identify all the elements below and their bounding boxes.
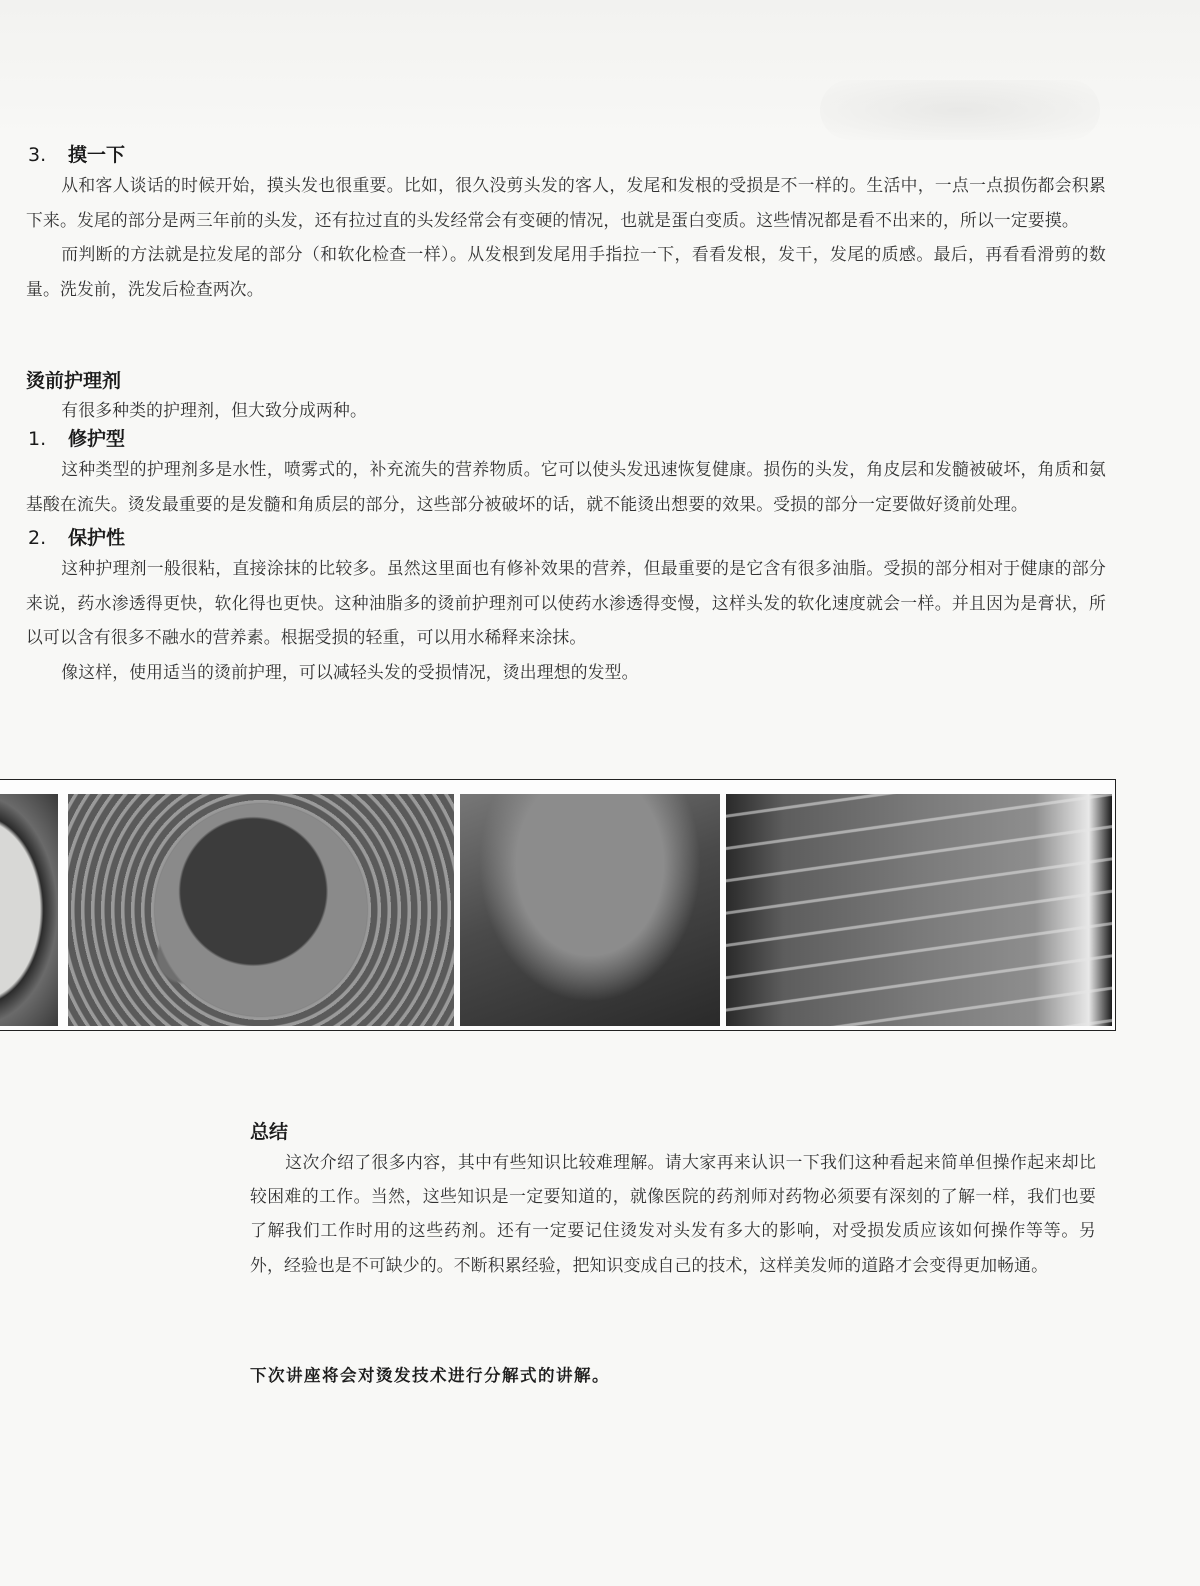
pre-treatment-intro: 有很多种类的护理剂，但大致分成两种。 xyxy=(61,400,367,420)
type-2-text: 这种护理剂一般很粘，直接涂抹的比较多。虽然这里面也有修补效果的营养，但最重要的是它含有很多油脂。受损的部分相对于健康的部分来说，药水渗透得更快，软化得也更快。这种油脂多的烫前护理剂可以使药水渗透得变慢，这样头发的软化速度就会一样。并且因为是膏状，所以可以含有很多不融水的营养素。根据受损的轻重，可以用水稀释来涂抹。 xyxy=(26,558,1106,647)
hair-cuticle-scales-photo xyxy=(726,794,1112,1026)
touch-heading xyxy=(26,142,1106,168)
touch-section xyxy=(26,142,1106,306)
pre-treatment-conclusion: 像这样，使用适当的烫前护理，可以减轻头发的受损情况，烫出理想的发型。 xyxy=(61,661,639,682)
summary-title: 总结 xyxy=(250,1121,289,1143)
pre-treatment-title: 烫前护理剂 xyxy=(26,370,122,392)
hair-cut-end-photo xyxy=(460,794,720,1026)
type-2-title: 保护性 xyxy=(68,527,126,549)
touch-paragraph-2: 而判断的方法就是拉发尾的部分（和软化检查一样）。从发根到发尾用手指拉一下，看看发根，发干，发尾的质感。最后，再看看滑剪的数量。洗发前，洗发后检查两次。 xyxy=(26,244,1106,299)
faded-header-graphic xyxy=(820,80,1100,140)
touch-heading-title: 摸一下 xyxy=(68,144,126,166)
hair-microscope-photo-strip xyxy=(0,779,1116,1031)
hair-cross-section-photo xyxy=(68,794,454,1026)
type-1-text: 这种类型的护理剂多是水性，喷雾式的，补充流失的营养物质。它可以使头发迅速恢复健康。损伤的头发，角皮层和发髓被破坏，角质和氨基酸在流失。烫发最重要的是发髓和角质层的部分，这些部分被破坏的话，就不能烫出想要的效果。受损的部分一定要做好烫前处理。 xyxy=(26,459,1106,514)
hair-strand-edge-photo xyxy=(0,794,58,1026)
type-2-heading xyxy=(26,525,1106,551)
touch-paragraph-1: 从和客人谈话的时候开始，摸头发也很重要。比如，很久没剪头发的客人，发尾和发根的受损是不一样的。生活中，一点一点损伤都会积累下来。发尾的部分是两三年前的头发，还有拉过直的头发经常会有变硬的情况，也就是蛋白变质。这些情况都是看不出来的，所以一定要摸。 xyxy=(26,175,1106,230)
type-1-heading xyxy=(26,426,1106,452)
touch-heading-number: 3. xyxy=(28,144,47,166)
next-lecture-note: 下次讲座将会对烫发技术进行分解式的讲解。 xyxy=(250,1366,610,1385)
pre-treatment-section xyxy=(26,368,1106,689)
type-1-title: 修护型 xyxy=(68,428,126,450)
type-2-number: 2. xyxy=(28,527,47,549)
summary-text: 这次介绍了很多内容，其中有些知识比较难理解。请大家再来认识一下我们这种看起来简单但操作起来却比较困难的工作。当然，这些知识是一定要知道的，就像医院的药剂师对药物必须要有深刻的了解一样，我们也要了解我们工作时用的这些药剂。还有一定要记住烫发对头发有多大的影响，对受损发质应该如何操作等等。另外，经验也是不可缺少的。不断积累经验，把知识变成自己的技术，这样美发师的道路才会变得更加畅通。 xyxy=(250,1152,1096,1275)
type-1-number: 1. xyxy=(28,428,47,450)
summary-section xyxy=(250,1119,1096,1282)
